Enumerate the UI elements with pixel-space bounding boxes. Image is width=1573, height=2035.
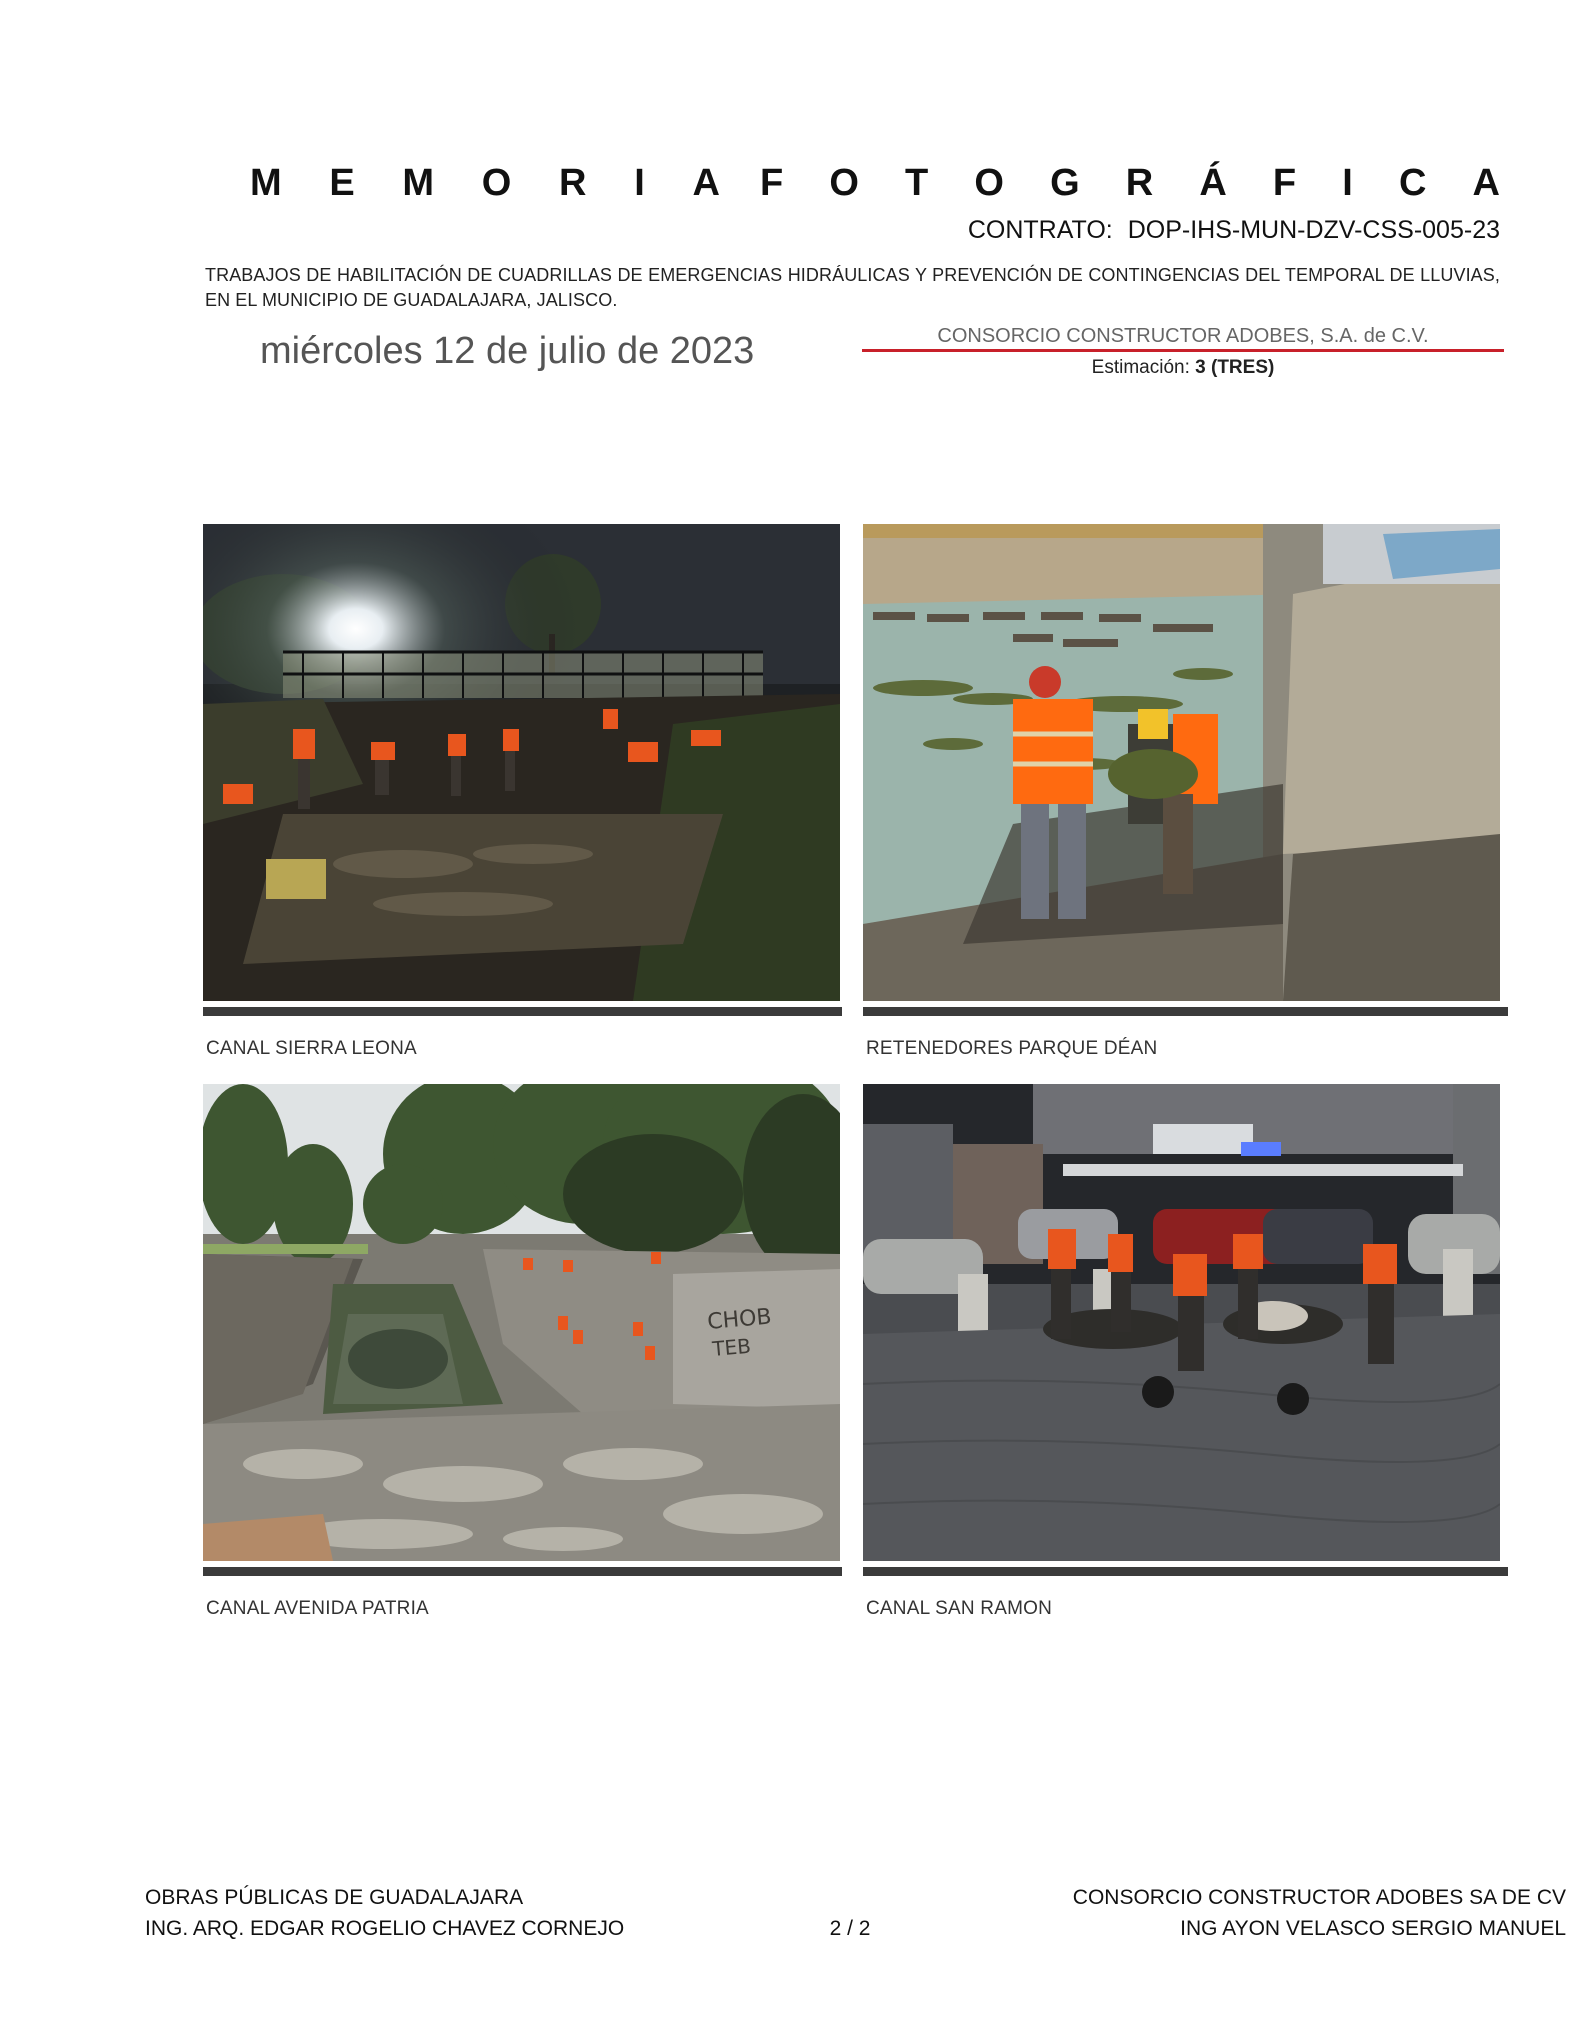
title-word-memoria: M E M O R I A xyxy=(250,161,720,204)
footer-right xyxy=(1073,1882,1566,1944)
photo-canal-sierra-leona xyxy=(203,524,840,1001)
title-word-fotografica: F O T O G R Á F I C A xyxy=(760,161,1500,204)
company-name: CONSORCIO CONSTRUCTOR ADOBES, S.A. de C.V. xyxy=(937,325,1429,347)
footer-left-line2: ING. ARQ. EDGAR ROGELIO CHAVEZ CORNEJO xyxy=(145,1917,625,1940)
photo-bar xyxy=(203,1007,842,1016)
svg-text:TEB: TEB xyxy=(711,1333,752,1361)
contract-label: CONTRATO: xyxy=(967,216,1113,244)
document-title xyxy=(250,158,1500,208)
photo-bar xyxy=(863,1567,1508,1576)
photo-bar xyxy=(863,1007,1508,1016)
contract-number: DOP-IHS-MUN-DZV-CSS-005-23 xyxy=(1127,216,1500,244)
contract-line xyxy=(968,216,1500,245)
company-underline xyxy=(862,349,1504,352)
photo-caption: CANAL SIERRA LEONA xyxy=(206,1038,417,1059)
photo-bar xyxy=(203,1567,842,1576)
footer-right-line2: ING AYON VELASCO SERGIO MANUEL xyxy=(1180,1917,1566,1940)
estimation-label: Estimación: xyxy=(1091,357,1190,378)
footer-left-line1: OBRAS PÚBLICAS DE GUADALAJARA xyxy=(145,1886,524,1909)
svg-text:CHOB: CHOB xyxy=(706,1304,773,1335)
footer-right-line1: CONSORCIO CONSTRUCTOR ADOBES SA DE CV xyxy=(1072,1886,1566,1909)
estimation xyxy=(862,357,1504,379)
work-description: TRABAJOS DE HABILITACIÓN DE CUADRILLAS DE EMERGENCIAS HIDRÁULICAS Y PREVENCIÓN DE CONTINGENCIAS DEL TEMPORAL DE LLUVIAS, EN EL MUNICIPIO DE GUADALAJARA, JALISCO. xyxy=(205,265,1500,310)
page-number: 2 / 2 xyxy=(829,1917,871,1940)
report-date: miércoles 12 de julio de 2023 xyxy=(260,330,755,372)
estimation-value: 3 (TRES) xyxy=(1195,357,1275,378)
photo-canal-san-ramon xyxy=(863,1084,1500,1561)
photo-canal-avenida-patria xyxy=(203,1084,840,1561)
photo-retenedores-parque-dean xyxy=(863,524,1500,1001)
photo-caption: CANAL SAN RAMON xyxy=(866,1598,1052,1619)
photo-caption: CANAL AVENIDA PATRIA xyxy=(206,1598,429,1619)
footer-left xyxy=(145,1882,624,1944)
photo-caption: RETENEDORES PARQUE DÉAN xyxy=(866,1038,1158,1059)
